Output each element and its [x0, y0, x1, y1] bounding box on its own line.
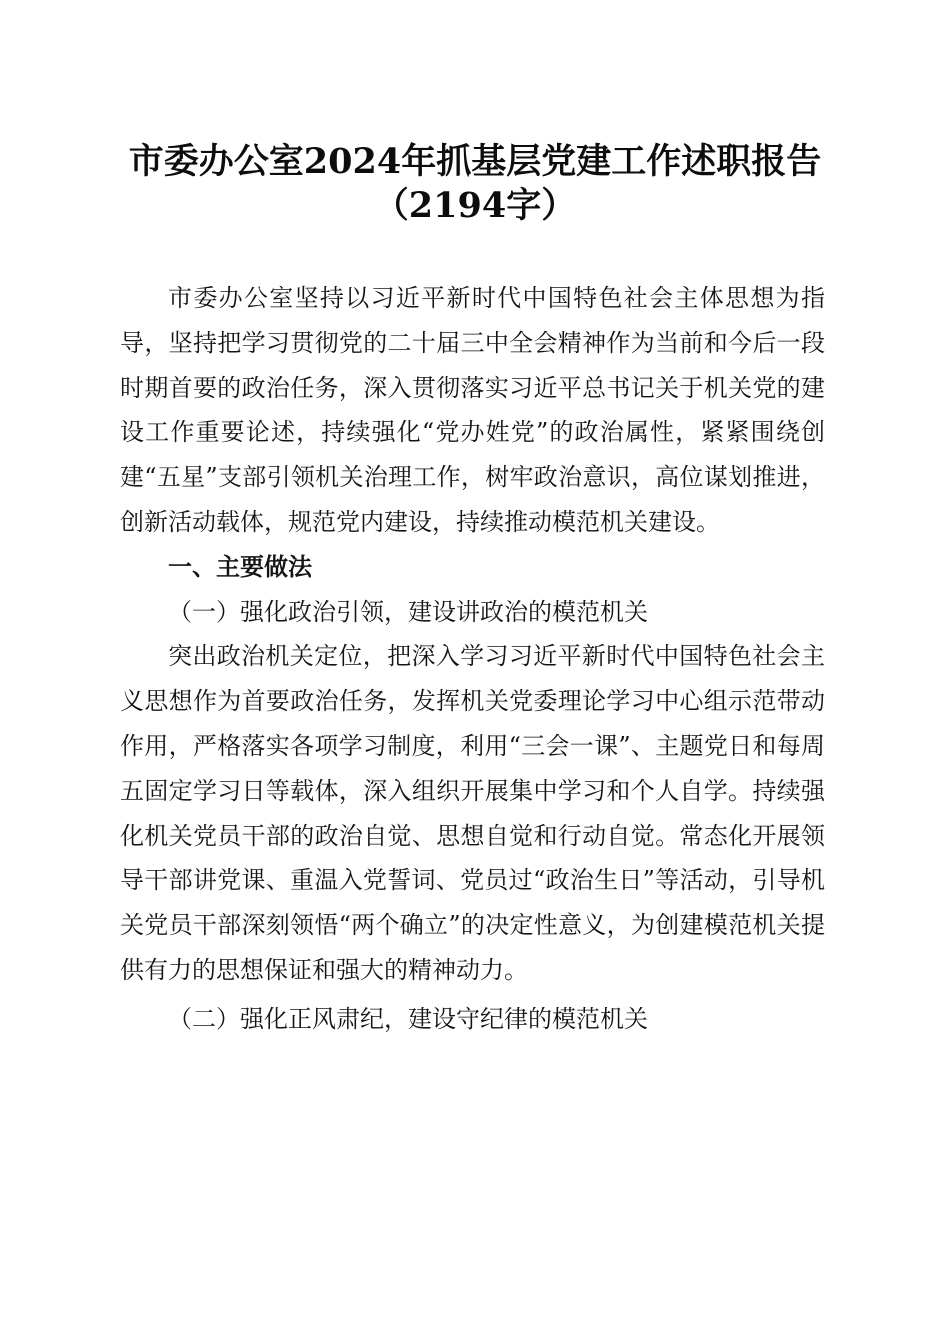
document-title-word-count: （2194字）: [373, 185, 577, 226]
subsection-heading-political-leadership: （一）强化政治引领，建设讲政治的模范机关: [168, 597, 648, 626]
subsection-heading-discipline: （二）强化正风肃纪，建设守纪律的模范机关: [168, 1004, 648, 1033]
document-title: 市委办公室2024年抓基层党建工作述职报告: [128, 141, 822, 182]
section-heading-main-practices: 一、主要做法: [168, 552, 312, 581]
intro-paragraph: 市委办公室坚持以习近平新时代中国特色社会主体思想为指导，坚持把学习贯彻党的二十届三中全会精神作为当前和今后一段时期首要的政治任务，深入贯彻落实习近平总书记关于机关党的建设工作重要论述，持续强化“党办姓党”的政治属性，紧紧围绕创建“五星”支部引领机关治理工作，树牢政治意识，高位谋划推进，创新活动载体，规范党内建设，持续推动模范机关建设。: [120, 284, 825, 536]
document-body: [120, 276, 825, 1042]
subsection-paragraph-political-leadership: 突出政治机关定位，把深入学习习近平新时代中国特色社会主义思想作为首要政治任务，发挥机关党委理论学习中心组示范带动作用，严格落实各项学习制度，利用“三会一课”、主题党日和每周五固定学习日等载体，深入组织开展集中学习和个人自学。持续强化机关党员干部的政治自觉、思想自觉和行动自觉。常态化开展领导干部讲党课、重温入党誓词、党员过“政治生日”等活动，引导机关党员干部深刻领悟“两个确立”的决定性意义，为创建模范机关提供有力的思想保证和强大的精神动力。: [120, 642, 825, 984]
